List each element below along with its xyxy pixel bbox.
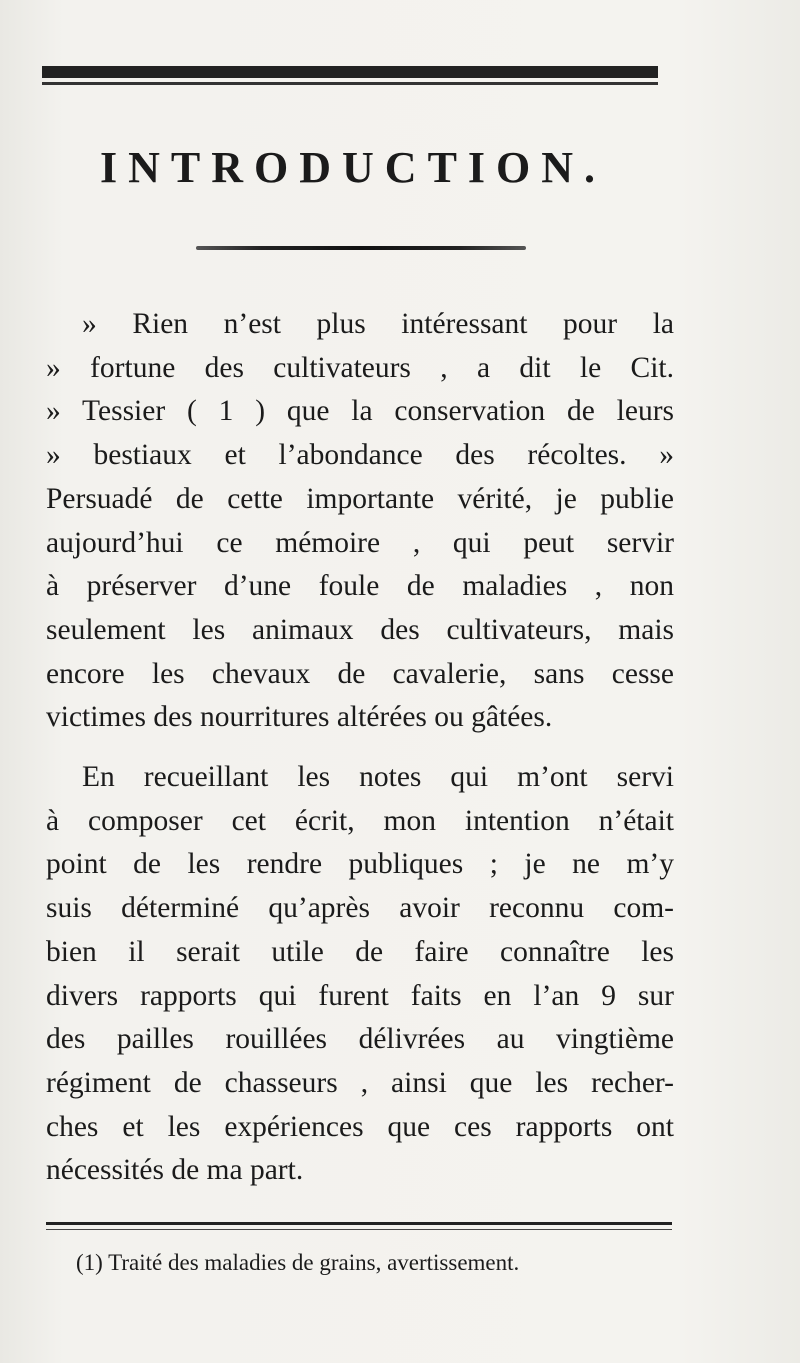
text-line: seulement les animaux des cultivateurs, mais: [46, 613, 674, 646]
footnote: (1) Traité des maladies de grains, avertissement.: [76, 1250, 520, 1275]
text-line: En recueillant les notes qui m’ont servi: [82, 761, 674, 793]
text-line: » fortune des cultivateurs , a dit le Cit.: [46, 351, 674, 384]
text-line: aujourd’hui ce mémoire , qui peut servir: [46, 526, 674, 559]
text-line: bien il serait utile de faire connaître les: [46, 935, 674, 968]
text-line: nécessités de ma part.: [46, 1154, 304, 1187]
text-line: Persuadé de cette importante vérité, je publie: [46, 482, 674, 515]
header-rule: [42, 66, 658, 78]
text-line: régiment de chasseurs , ainsi que les recher-: [46, 1066, 674, 1099]
text-line: ches et les expériences que ces rapports ont: [46, 1110, 674, 1143]
text-line: des pailles rouillées délivrées au vingtième: [46, 1023, 674, 1056]
paragraph-1: [46, 303, 674, 740]
text-line: divers rapports qui furent faits en l’an 9 sur: [46, 979, 674, 1012]
text-line: suis déterminé qu’après avoir reconnu com-: [46, 892, 674, 925]
text-line: » Tessier ( 1 ) que la conservation de leurs: [46, 395, 674, 428]
text-line: » bestiaux et l’abondance des récoltes. »: [46, 439, 674, 472]
text-line: » Rien n’est plus intéressant pour la: [82, 308, 674, 340]
text-line: à préserver d’une foule de maladies , non: [46, 570, 674, 603]
text-line: encore les chevaux de cavalerie, sans cesse: [46, 657, 674, 690]
text-line: victimes des nourritures altérées ou gâtées.: [46, 701, 553, 734]
ornamental-rule: [196, 246, 526, 250]
page-title: INTRODUCTION.: [100, 143, 607, 192]
paragraph-2: [46, 756, 674, 1193]
footnote-rule: [46, 1222, 672, 1225]
footnote-rule-thin: [46, 1229, 672, 1230]
text-line: à composer cet écrit, mon intention n’était: [46, 804, 674, 837]
text-line: point de les rendre publiques ; je ne m’y: [46, 848, 674, 881]
header-rule-thin: [42, 82, 658, 85]
